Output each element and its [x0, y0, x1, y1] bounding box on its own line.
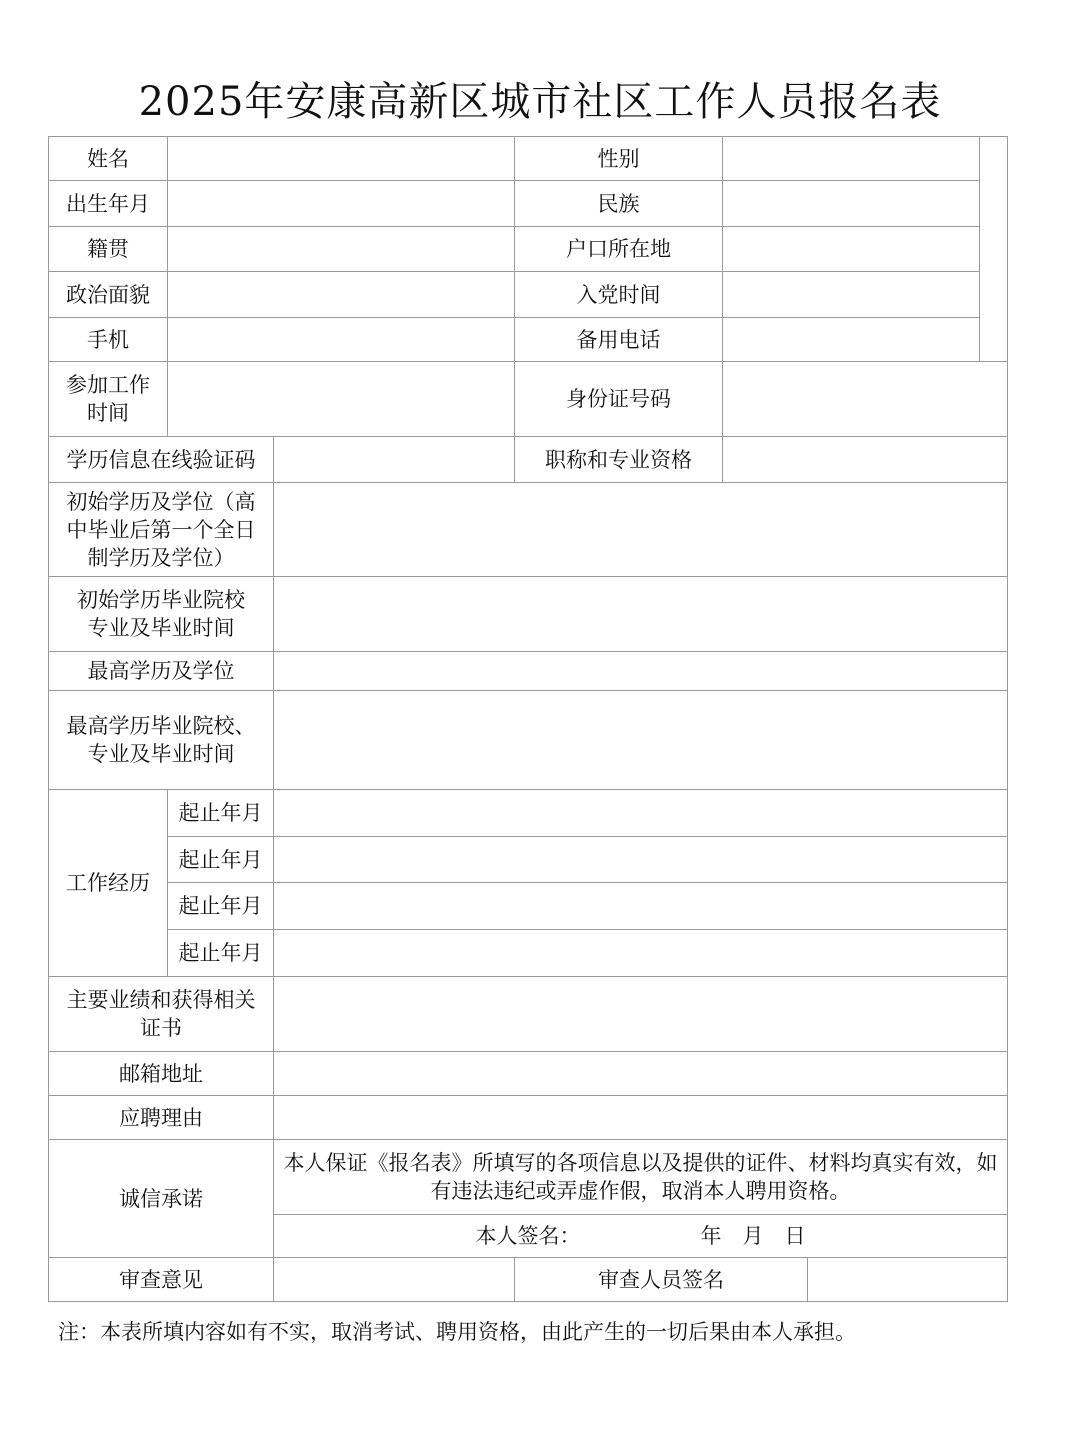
label-initial-edu	[49, 483, 274, 577]
field-review-opinion[interactable]	[274, 1258, 515, 1302]
label-work-history: 工作经历	[49, 790, 168, 977]
field-reason[interactable]	[274, 1096, 1008, 1140]
label-period-2: 起止年月	[168, 837, 274, 883]
field-work-history-1[interactable]	[274, 790, 1008, 837]
label-name: 姓名	[49, 137, 168, 181]
footnote: 注：本表所填内容如有不实，取消考试、聘用资格，由此产生的一切后果由本人承担。	[58, 1320, 856, 1344]
field-highest-school[interactable]	[274, 691, 1008, 790]
label-review-opinion: 审查意见	[49, 1258, 274, 1302]
label-reviewer-signature: 审查人员签名	[515, 1258, 808, 1302]
field-birth[interactable]	[168, 181, 515, 227]
label-email-address: 邮箱地址	[49, 1052, 274, 1096]
pledge-text: 本人保证《报名表》所填写的各项信息以及提供的证件、材料均真实有效，如有违法违纪或弄虚作假，取消本人聘用资格。	[274, 1140, 1008, 1215]
label-initial-edu-line3: 制学历及学位）	[87, 545, 235, 570]
label-integrity: 诚信承诺	[49, 1140, 274, 1258]
field-backup-phone[interactable]	[723, 318, 980, 362]
field-id-number[interactable]	[723, 362, 1008, 437]
label-reason: 应聘理由	[49, 1096, 274, 1140]
field-edu-verify-code[interactable]	[274, 437, 515, 483]
field-ethnicity[interactable]	[723, 181, 980, 227]
field-work-history-3[interactable]	[274, 883, 1008, 930]
label-highest-school-line2: 专业及毕业时间	[87, 742, 235, 766]
field-gender[interactable]	[723, 137, 980, 181]
label-initial-school-line2: 专业及毕业时间	[87, 616, 235, 640]
field-phone[interactable]	[168, 318, 515, 362]
label-id-number: 身份证号码	[515, 362, 723, 437]
field-political-status[interactable]	[168, 272, 515, 318]
label-birth: 出生年月	[49, 181, 168, 227]
field-party-join-time[interactable]	[723, 272, 980, 318]
label-initial-school	[49, 577, 274, 652]
field-work-history-4[interactable]	[274, 930, 1008, 977]
label-initial-school-line1: 初始学历毕业院校	[77, 588, 245, 612]
field-native-place[interactable]	[168, 227, 515, 272]
label-highest-school	[49, 691, 274, 790]
photo-box[interactable]	[980, 137, 1008, 362]
label-achievements	[49, 977, 274, 1052]
label-achievements-line1: 主要业绩和获得相关	[66, 988, 256, 1012]
label-work-start	[49, 362, 168, 437]
field-achievements[interactable]	[274, 977, 1008, 1052]
label-title-qualification: 职称和专业资格	[515, 437, 723, 483]
signature-date: 年 月 日	[700, 1224, 806, 1248]
form-title: 2025年安康高新区城市社区工作人员报名表	[138, 79, 942, 125]
label-achievements-line2: 证书	[140, 1016, 182, 1040]
field-household[interactable]	[723, 227, 980, 272]
label-period-4: 起止年月	[168, 930, 274, 977]
field-name[interactable]	[168, 137, 515, 181]
label-period-1: 起止年月	[168, 790, 274, 837]
label-phone: 手机	[49, 318, 168, 362]
label-work-start-line1: 参加工作	[66, 373, 150, 397]
label-period-3: 起止年月	[168, 883, 274, 930]
field-initial-school[interactable]	[274, 577, 1008, 652]
label-ethnicity: 民族	[515, 181, 723, 227]
field-email-address[interactable]	[274, 1052, 1008, 1096]
label-edu-verify-code: 学历信息在线验证码	[49, 437, 274, 483]
field-highest-edu[interactable]	[274, 652, 1008, 691]
label-initial-edu-line1: 初始学历及学位（高	[66, 489, 256, 514]
field-work-start[interactable]	[168, 362, 515, 437]
signature-row[interactable]	[274, 1215, 1008, 1258]
label-highest-school-line1: 最高学历毕业院校、	[66, 714, 256, 738]
label-backup-phone: 备用电话	[515, 318, 723, 362]
label-gender: 性别	[515, 137, 723, 181]
label-household: 户口所在地	[515, 227, 723, 272]
label-work-start-line2: 时间	[87, 401, 129, 425]
label-highest-edu: 最高学历及学位	[49, 652, 274, 691]
label-political-status: 政治面貌	[49, 272, 168, 318]
label-party-join-time: 入党时间	[515, 272, 723, 318]
field-title-qualification[interactable]	[723, 437, 1008, 483]
registration-form-table	[48, 136, 1008, 1302]
label-native-place: 籍贯	[49, 227, 168, 272]
signature-label: 本人签名：	[475, 1224, 581, 1248]
field-reviewer-signature[interactable]	[808, 1258, 1008, 1302]
field-work-history-2[interactable]	[274, 837, 1008, 883]
field-initial-edu[interactable]	[274, 483, 1008, 577]
label-initial-edu-line2: 中毕业后第一个全日	[66, 517, 256, 542]
